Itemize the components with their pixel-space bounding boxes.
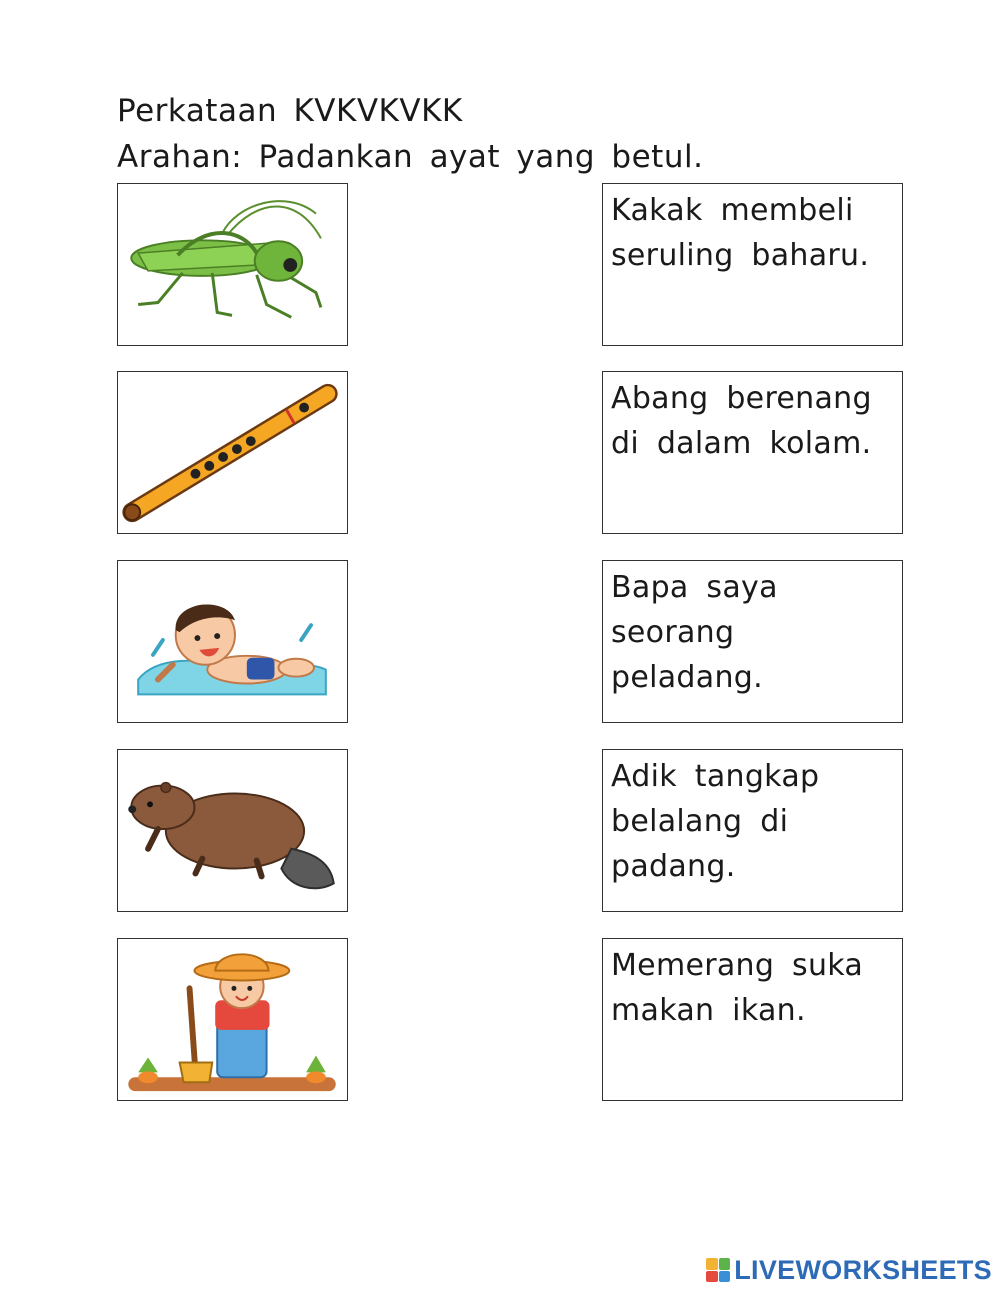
sentence-text: Abang berenang di dalam kolam. [611, 381, 872, 461]
sentence-text: Kakak membeli seruling baharu. [611, 193, 870, 273]
sentence-card-4[interactable] [602, 749, 903, 912]
picture-box-swimmer[interactable] [117, 560, 348, 723]
flute-icon [118, 372, 347, 533]
instruction-text: Arahan: Padankan ayat yang betul. [117, 139, 704, 175]
farmer-icon [118, 939, 347, 1100]
picture-box-flute[interactable] [117, 371, 348, 534]
sentence-card-3[interactable] [602, 560, 903, 723]
swimmer-icon [118, 561, 347, 722]
picture-box-beaver[interactable] [117, 749, 348, 912]
sentence-card-5[interactable] [602, 938, 903, 1101]
picture-box-farmer[interactable] [117, 938, 348, 1101]
page-title: Perkataan KVKVKVKK [117, 93, 463, 129]
grasshopper-icon [118, 184, 347, 345]
sentence-text: Adik tangkap belalang di padang. [611, 759, 820, 884]
sentence-text: Bapa saya seorang peladang. [611, 570, 778, 695]
sentence-card-1[interactable] [602, 183, 903, 346]
brand-name: LIVEWORKSHEETS [734, 1254, 992, 1285]
liveworksheets-logo-icon [706, 1258, 730, 1282]
sentence-card-2[interactable] [602, 371, 903, 534]
picture-box-grasshopper[interactable] [117, 183, 348, 346]
brand-logo[interactable] [706, 1255, 992, 1285]
sentence-text: Memerang suka makan ikan. [611, 948, 864, 1028]
beaver-icon [118, 750, 347, 911]
